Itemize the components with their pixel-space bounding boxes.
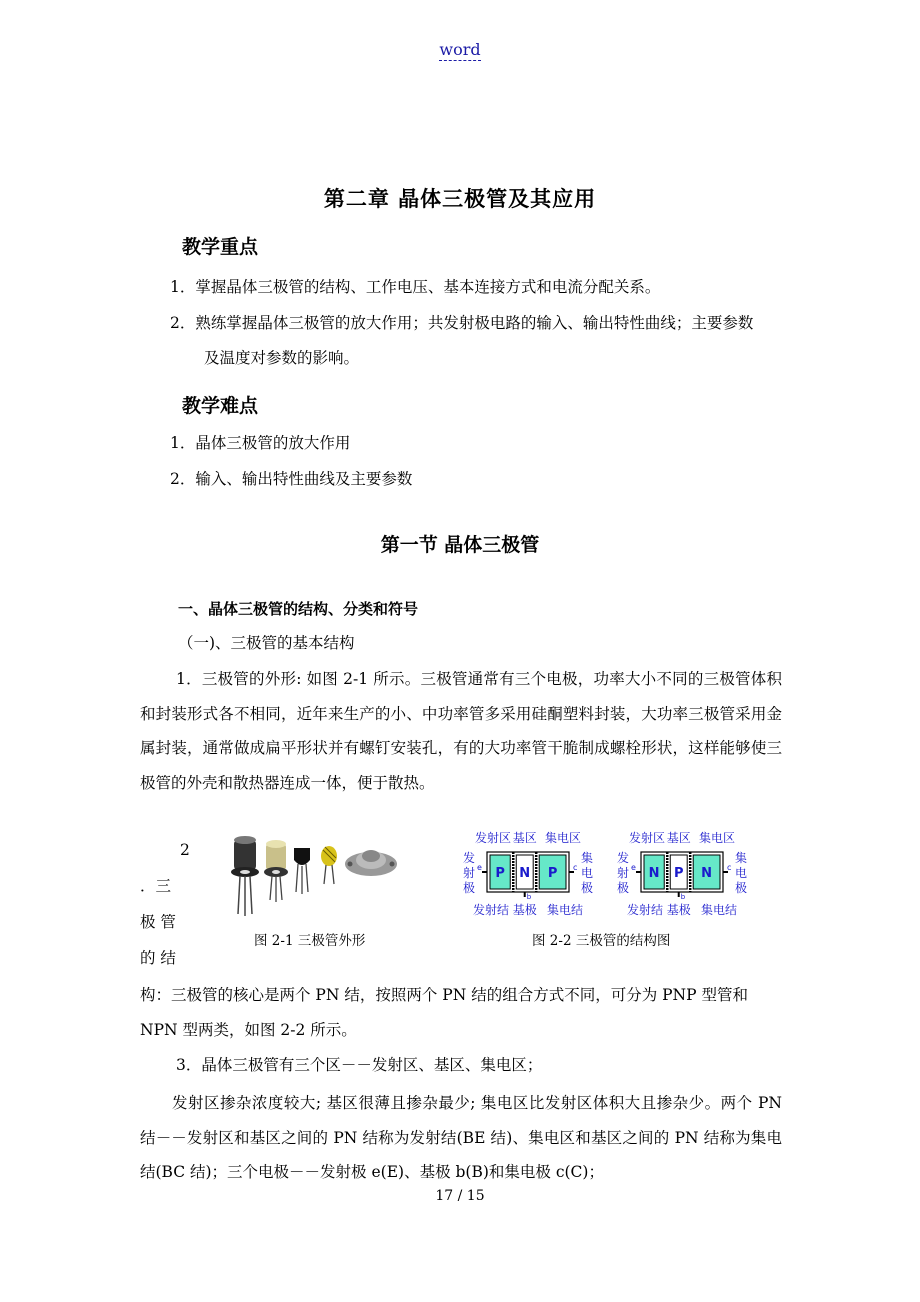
paragraph-4: 发射区掺杂浓度较大; 基区很薄且掺杂最少; 集电区比发射区体积大且掺杂少。两个 PN 结－－发射区和基区之间的 PN 结称为发射结(BE 结)、集电区和基区之间的 PN 结称为集电结(BC 结)；三个电极－－发射极 e(E)、基极 b(B)和集电极 c(C)； — [140, 1094, 782, 1181]
pnp-right-label-2: 极 — [580, 881, 594, 895]
transistor-packages-illustration — [226, 830, 406, 920]
pnp-left-label-2: 极 — [462, 881, 476, 895]
figure-2-2 — [455, 826, 755, 922]
pnp-top-label-1: 基区 — [512, 831, 537, 845]
paragraph-3: 3．晶体三极管有三个区－－发射区、基区、集电区； — [176, 1056, 543, 1074]
paragraph-2-line2: NPN 型两类，如图 2-2 所示。 — [140, 1021, 357, 1039]
pnp-c-mark: c — [573, 863, 578, 872]
npn-bottom-label-0: 发射结 — [626, 903, 664, 917]
pnp-e-mark: e — [477, 863, 482, 872]
npn-bottom-label-2: 集电结 — [700, 903, 738, 917]
figure-2-2-caption: 图 2-2 三极管的结构图 — [532, 933, 671, 949]
key-point-2-line2: 及温度对参数的影响。 — [204, 349, 360, 367]
npn-top-label-1: 基区 — [666, 831, 691, 845]
npn-e-mark: e — [631, 863, 636, 872]
difficult-point-1: 1．晶体三极管的放大作用 — [170, 434, 351, 452]
npn-bottom-label-1: 基极 — [666, 903, 691, 917]
page-header — [0, 40, 920, 59]
npn-left-label-1: 射 — [616, 866, 630, 880]
metal-can-transistor-icon — [231, 836, 259, 916]
difficult-points-heading: 教学难点 — [182, 395, 259, 417]
npn-left-label-2: 极 — [616, 881, 630, 895]
page-number: 17 / 15 — [435, 1188, 485, 1204]
ceramic-transistor-icon — [321, 846, 337, 884]
pnp-left-label-0: 发 — [462, 851, 476, 865]
pnp-left-label-1: 射 — [462, 866, 476, 880]
npn-top-label-2: 集电区 — [698, 831, 736, 845]
power-transistor-icon — [345, 850, 397, 876]
pnp-right-label-1: 电 — [580, 866, 594, 880]
npn-region-label-2: N — [701, 866, 713, 881]
metal-can-light-transistor-icon — [264, 840, 288, 902]
header-link[interactable]: word — [439, 40, 481, 59]
npn-region-label-1: P — [673, 866, 684, 881]
key-point-2-line1: 2．熟练掌握晶体三极管的放大作用；共发射极电路的输入、输出特性曲线；主要参数 — [170, 314, 754, 332]
npn-region-label-0: N — [648, 866, 660, 881]
pnp-region-label-2: P — [547, 866, 558, 881]
pnp-b-mark: b — [526, 893, 532, 901]
para2-side-3: 极 管 — [140, 913, 176, 931]
npn-c-mark: c — [727, 863, 732, 872]
chapter-title: 第二章 晶体三极管及其应用 — [323, 186, 597, 211]
pnp-bottom-label-0: 发射结 — [472, 903, 510, 917]
pnp-region-label-1: N — [519, 866, 531, 881]
figure-2-1-caption: 图 2-1 三极管外形 — [254, 933, 366, 949]
npn-b-mark: b — [680, 893, 686, 901]
npn-right-label-1: 电 — [734, 866, 748, 880]
pnp-top-label-2: 集电区 — [544, 831, 582, 845]
plastic-transistor-icon — [294, 848, 310, 894]
npn-right-label-0: 集 — [734, 851, 748, 865]
npn-top-label-0: 发射区 — [628, 831, 666, 845]
paragraph-2-line1: 构：三极管的核心是两个 PN 结，按照两个 PN 结的组合方式不同，可分为 PNP 型管和 — [140, 986, 748, 1004]
npn-left-label-0: 发 — [616, 851, 630, 865]
pnp-bottom-label-1: 基极 — [512, 903, 537, 917]
subsection-heading: 一、晶体三极管的结构、分类和符号 — [178, 600, 419, 618]
npn-right-label-2: 极 — [734, 881, 748, 895]
figure-2-1 — [226, 830, 406, 920]
difficult-point-2: 2．输入、输出特性曲线及主要参数 — [170, 470, 413, 488]
para2-side-4: 的 结 — [140, 949, 176, 967]
pnp-right-label-0: 集 — [580, 851, 594, 865]
paragraph-1: 1．三极管的外形: 如图 2-1 所示。三极管通常有三个电极，功率大小不同的三极管体积和封装形式各不相同，近年来生产的小、中功率管多采用硅酮塑料封装，大功率三极管采用金属封装，通常做成扁平形状并有螺钉安装孔，有的大功率管干脆制成螺栓形状，这样能够使三极管的外壳和散热器连成一体，便于散热。 — [140, 670, 782, 792]
para2-side-1: 2 — [180, 841, 190, 859]
pnp-top-label-0: 发射区 — [474, 831, 512, 845]
pnp-bottom-label-2: 集电结 — [546, 903, 584, 917]
section-title: 第一节 晶体三极管 — [380, 534, 540, 556]
key-point-1: 1．掌握晶体三极管的结构、工作电压、基本连接方式和电流分配关系。 — [170, 278, 661, 296]
key-points-heading: 教学重点 — [182, 236, 259, 258]
para2-side-2: ．三 — [140, 877, 172, 895]
sub-heading: （一)、三极管的基本结构 — [178, 634, 355, 652]
pnp-region-label-0: P — [495, 866, 505, 881]
transistor-structure-diagram — [455, 826, 755, 922]
